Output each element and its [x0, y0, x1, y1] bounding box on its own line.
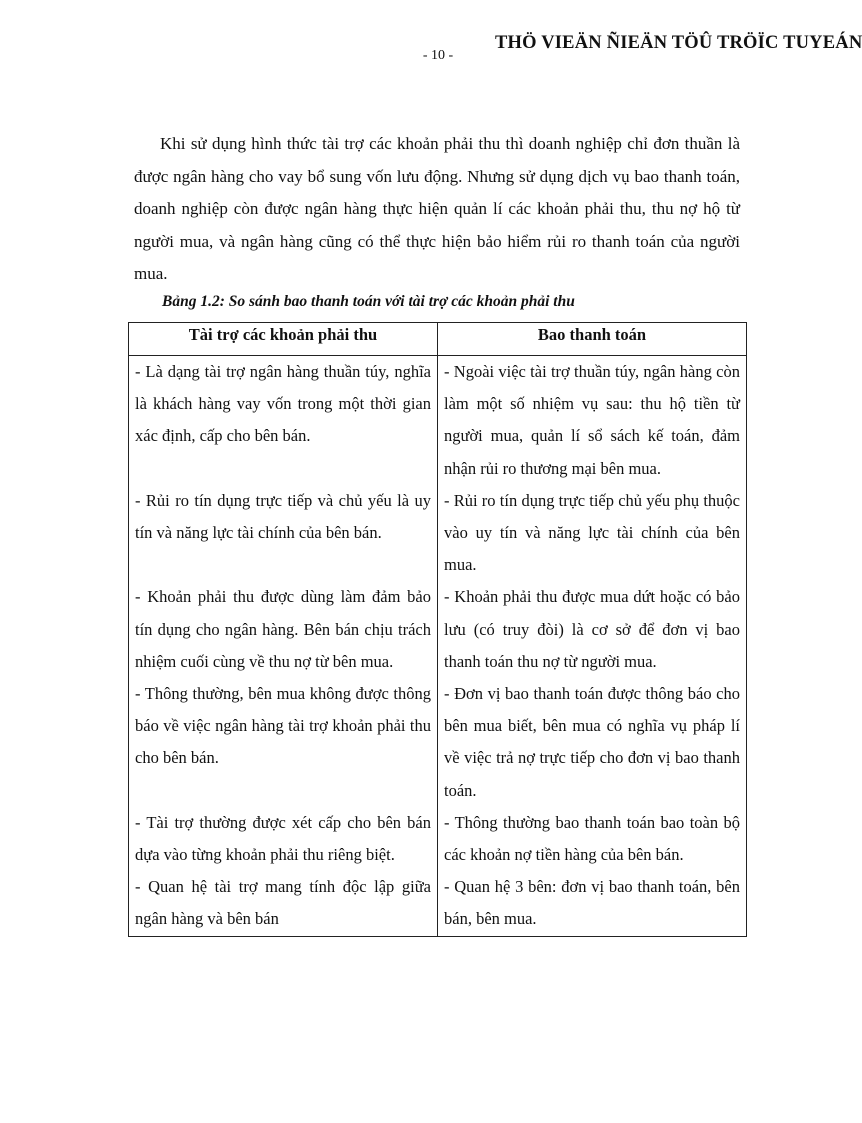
row-1-right: - Ngoài việc tài trợ thuần túy, ngân hàng còn làm một số nhiệm vụ sau: thu hộ tiền từ người mua, quản lí sổ sách kế toán, đảm nhận rủi ro thương mại bên mua. — [438, 356, 747, 485]
site-banner: THÖ VIEÄN ÑIEÄN TÖÛ TRÖÏC TUYEÁN — [495, 33, 862, 53]
row-5-left: - Tài trợ thường được xét cấp cho bên bán dựa vào từng khoản phải thu riêng biệt. — [129, 807, 438, 871]
row-4-right: - Đơn vị bao thanh toán được thông báo cho bên mua biết, bên mua có nghĩa vụ pháp lí về việc trả nợ trực tiếp cho đơn vị bao thanh toán. — [438, 678, 747, 807]
page-number: - 10 - — [422, 48, 454, 63]
row-6-left: - Quan hệ tài trợ mang tính độc lập giữa ngân hàng và bên bán — [129, 871, 438, 936]
table-header-row — [129, 323, 747, 356]
row-3-right: - Khoản phải thu được mua dứt hoặc có bảo lưu (có truy đòi) là cơ sở để đơn vị bao thanh toán thu nợ từ người mua. — [438, 581, 747, 678]
header-factoring: Bao thanh toán — [438, 323, 747, 356]
row-2-right: - Rủi ro tín dụng trực tiếp chủ yếu phụ thuộc vào uy tín và năng lực tài chính của bên mua. — [438, 485, 747, 582]
row-4-left: - Thông thường, bên mua không được thông báo về việc ngân hàng tài trợ khoản phải thu cho bên bán. — [129, 678, 438, 807]
row-5-right: - Thông thường bao thanh toán bao toàn bộ các khoản nợ tiền hàng của bên bán. — [438, 807, 747, 871]
intro-paragraph: Khi sử dụng hình thức tài trợ các khoản phải thu thì doanh nghiệp chỉ đơn thuần là được ngân hàng cho vay bổ sung vốn lưu động. Nhưng sử dụng dịch vụ bao thanh toán, doanh nghiệp còn được ngân hàng thực hiện quản lí các khoản phải thu, thu nợ hộ từ người mua, và ngân hàng cũng có thể thực hiện bảo hiểm rủi ro thanh toán của người mua. — [134, 134, 740, 283]
table-row — [129, 807, 747, 871]
row-2-left: - Rủi ro tín dụng trực tiếp và chủ yếu là uy tín và năng lực tài chính của bên bán. — [129, 485, 438, 582]
row-6-right: - Quan hệ 3 bên: đơn vị bao thanh toán, bên bán, bên mua. — [438, 871, 747, 936]
header-receivables-financing: Tài trợ các khoản phải thu — [129, 323, 438, 356]
table-row — [129, 678, 747, 807]
row-3-left: - Khoản phải thu được dùng làm đảm bảo tín dụng cho ngân hàng. Bên bán chịu trách nhiệm cuối cùng về thu nợ từ bên mua. — [129, 581, 438, 678]
row-1-left: - Là dạng tài trợ ngân hàng thuần túy, nghĩa là khách hàng vay vốn trong một thời gian xác định, cấp cho bên bán. — [129, 356, 438, 485]
table-caption: Bảng 1.2: So sánh bao thanh toán với tài trợ các khoản phải thu — [162, 293, 575, 310]
table-row — [129, 485, 747, 582]
table-row — [129, 871, 747, 936]
table-row — [129, 581, 747, 678]
comparison-table — [128, 322, 747, 937]
table-row — [129, 356, 747, 485]
